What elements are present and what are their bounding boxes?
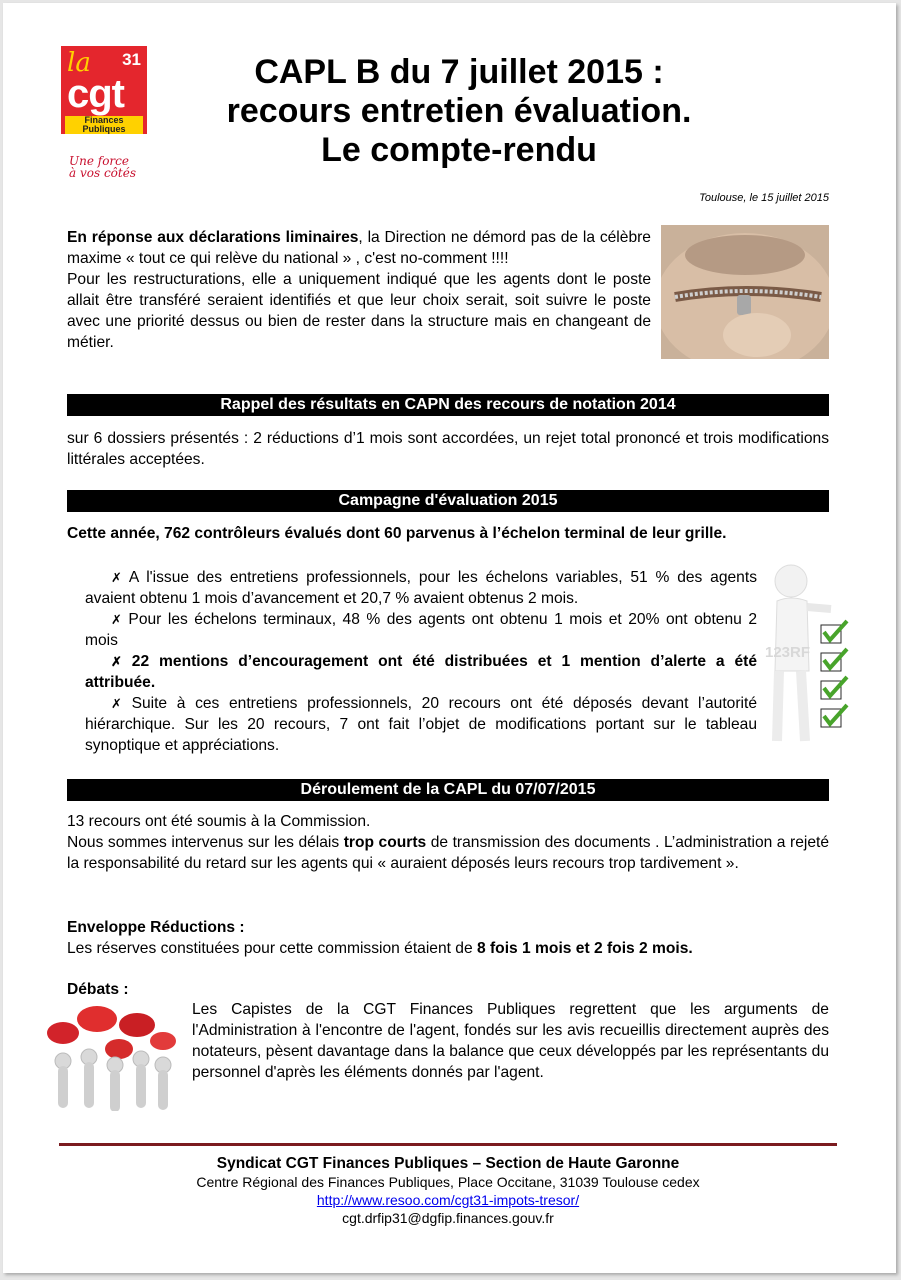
footer-url-link[interactable]: http://www.resoo.com/cgt31-impots-tresor/ bbox=[316, 1192, 580, 1208]
cross-icon: ✗ bbox=[111, 654, 122, 669]
logo-la: la bbox=[67, 48, 91, 78]
cgt-logo bbox=[61, 46, 147, 134]
list-item bbox=[85, 609, 757, 651]
footer-email[interactable]: cgt.drfip31@dgfip.finances.gouv.fr bbox=[342, 1210, 554, 1226]
deroulement-p2 bbox=[67, 832, 829, 874]
bullet-text-4: Suite à ces entretiens professionnels, 20 recours ont été déposés devant l’autorité hiérarchique. Sur les 20 recours, 7 ont fait l’objet de modifications portant sur le tableau synoptique et appréciations. bbox=[85, 695, 757, 754]
cross-icon: ✗ bbox=[111, 612, 122, 627]
deroulement-p1: 13 recours ont été soumis à la Commission. bbox=[67, 813, 371, 830]
zipped-mouth-image bbox=[661, 225, 829, 359]
slogan-line1: Une force bbox=[69, 154, 129, 168]
list-item bbox=[85, 693, 757, 756]
image-watermark: 123RF bbox=[765, 644, 811, 661]
footer-divider bbox=[59, 1143, 837, 1146]
page-title bbox=[199, 53, 719, 170]
footer bbox=[59, 1155, 837, 1227]
cross-icon: ✗ bbox=[111, 570, 122, 585]
speech-bubbles-group-image bbox=[39, 1003, 179, 1111]
cross-icon: ✗ bbox=[111, 696, 122, 711]
intro-text2: Pour les restructurations, elle a uniquement indiqué que les agents dont le poste allait être transféré seraient identifiés et que leur choix serait, soit suivre le poste avec une priorité dessus ou bien de rester dans la structure mais en changeant de métier. bbox=[67, 271, 651, 351]
envelope-text: Les réserves constituées pour cette commission étaient de bbox=[67, 940, 477, 957]
campagne-lead: Cette année, 762 contrôleurs évalués dont 60 parvenus à l’échelon terminal de leur grille. bbox=[67, 525, 727, 542]
logo-finances-publiques bbox=[65, 116, 143, 134]
list-item bbox=[85, 567, 757, 609]
envelope-bold: 8 fois 1 mois et 2 fois 2 mois. bbox=[476, 940, 693, 957]
list-item bbox=[85, 651, 757, 693]
envelope-heading: Enveloppe Réductions : bbox=[67, 919, 245, 936]
deroulement-p2b: trop courts bbox=[343, 834, 427, 851]
deroulement-p2a: Nous sommes intervenus sur les délais bbox=[67, 834, 344, 851]
section-heading-capn: Rappel des résultats en CAPN des recours de notation 2014 bbox=[67, 394, 829, 416]
logo-number: 31 bbox=[122, 50, 141, 69]
title-line3: Le compte-rendu bbox=[321, 131, 597, 169]
debates-text: Les Capistes de la CGT Finances Publiques regrettent que les arguments de l'Administration à l'encontre de l'agent, fondés sur les avis recueillis directement auprès des notateurs, pèsent davantage dans la balance que ceux développés par les représentants du personnel d'après les éléments donnés par l'agent. bbox=[192, 1001, 829, 1081]
logo-fp-line1: Finances bbox=[84, 115, 124, 125]
footer-address: Centre Régional des Finances Publiques, Place Occitane, 31039 Toulouse cedex bbox=[196, 1174, 700, 1190]
deroulement-text bbox=[67, 811, 829, 874]
deroulement-p2c: de transmission des documents . L’administration a rejeté la responsabilité du retard sur les agents qui « auraient déposés leurs recours trop tardivement ». bbox=[67, 834, 830, 872]
intro-bold-lead: En réponse aux déclarations liminaires bbox=[67, 229, 359, 246]
logo-slogan bbox=[69, 155, 136, 179]
envelope-block bbox=[67, 917, 829, 959]
campagne-bullet-list bbox=[85, 567, 757, 756]
section-heading-deroulement: Déroulement de la CAPL du 07/07/2015 bbox=[67, 779, 829, 801]
slogan-line2: à vos côtés bbox=[69, 166, 136, 180]
capn-results-text: sur 6 dossiers présentés : 2 réductions d’1 mois sont accordées, un rejet total prononcé et trois modifications littérales acceptées. bbox=[67, 430, 829, 468]
footer-org: Syndicat CGT Finances Publiques – Section de Haute Garonne bbox=[216, 1155, 680, 1172]
title-line1: CAPL B du 7 juillet 2015 : bbox=[254, 53, 664, 91]
intro-text1: , la Direction ne démord pas de la célèbre maxime « tout ce qui relève du national » , c'est no-comment !!!! bbox=[67, 229, 651, 267]
debates-heading: Débats : bbox=[67, 981, 129, 998]
checklist-figure-image bbox=[761, 561, 853, 749]
bullet-text-3: 22 mentions d’encouragement ont été distribuées et 1 mention d’alerte a été attribuée. bbox=[85, 653, 757, 691]
title-line2: recours entretien évaluation. bbox=[226, 92, 692, 130]
logo-cgt: cgt bbox=[67, 72, 124, 116]
logo-fp-line2: Publiques bbox=[82, 124, 126, 134]
intro-paragraph bbox=[67, 227, 651, 353]
section-heading-campagne: Campagne d'évaluation 2015 bbox=[67, 490, 829, 512]
bullet-text-1: A l'issue des entretiens professionnels, pour les échelons variables, 51 % des agents avaient obtenu 1 mois d’avancement et 20,7 % avaient obtenus 2 mois. bbox=[85, 569, 757, 607]
document-date: Toulouse, le 15 juillet 2015 bbox=[699, 192, 829, 204]
bullet-text-2: Pour les échelons terminaux, 48 % des agents ont obtenu 1 mois et 20% ont obtenu 2 mois bbox=[85, 611, 757, 649]
document-page bbox=[3, 3, 896, 1273]
